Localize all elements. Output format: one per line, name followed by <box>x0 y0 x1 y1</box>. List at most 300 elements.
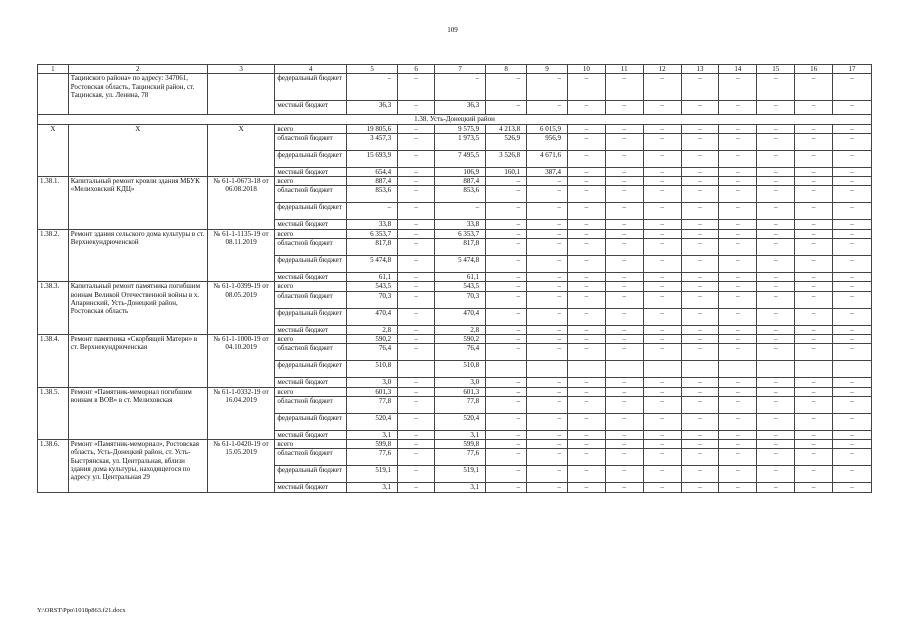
value-cell-c5: 61,1 <box>347 273 398 282</box>
budget-type-cell: всего <box>275 334 347 343</box>
value-cell-c7: 3,1 <box>434 430 485 439</box>
value-cell-c5: 15 693,9 <box>347 150 398 167</box>
value-cell-c8: – <box>486 344 527 361</box>
value-cell-c17: – <box>833 449 872 466</box>
value-cell-c7: 70,3 <box>434 291 485 308</box>
value-cell-c5: 590,2 <box>347 334 398 343</box>
value-cell-c15: – <box>757 440 795 449</box>
value-cell-c8: – <box>486 440 527 449</box>
value-cell-c9: – <box>527 308 568 325</box>
value-cell-c5: 3,1 <box>347 483 398 492</box>
value-cell-c8: – <box>486 273 527 282</box>
value-cell-c11 <box>605 361 643 378</box>
value-cell-c10: – <box>567 466 605 483</box>
value-cell-c7: 7 495,5 <box>434 150 485 167</box>
value-cell-c17: – <box>833 387 872 396</box>
value-cell-c16: – <box>795 133 833 150</box>
value-cell-c9 <box>527 361 568 378</box>
value-cell-c8: – <box>486 256 527 273</box>
value-cell-c5: 77,8 <box>347 396 398 413</box>
value-cell-c7: 510,8 <box>434 361 485 378</box>
value-cell-c8: – <box>486 430 527 439</box>
value-cell-c10: – <box>567 167 605 176</box>
value-cell-c6: – <box>398 396 435 413</box>
value-cell-c17: – <box>833 413 872 430</box>
value-cell-c12: – <box>643 344 681 361</box>
value-cell-c14: – <box>719 291 757 308</box>
value-cell-c13: – <box>681 167 719 176</box>
value-cell-c9: – <box>527 396 568 413</box>
column-number-4: 4 <box>275 65 347 74</box>
value-cell-c16: – <box>795 124 833 133</box>
value-cell-c16: – <box>795 186 833 203</box>
value-cell-c16: – <box>795 466 833 483</box>
value-cell-c6: – <box>398 203 435 220</box>
value-cell-c5: – <box>347 74 398 101</box>
value-cell-c16: – <box>795 308 833 325</box>
value-cell-c10: – <box>567 396 605 413</box>
value-cell-c12: – <box>643 100 681 115</box>
entry-name: Ремонт памятника «Скорбящей Матери» в ст. Верхнекундрюченская <box>68 334 207 387</box>
column-number-6: 6 <box>398 65 435 74</box>
value-cell-c9: – <box>527 344 568 361</box>
footer-file-path: Y:\ORST\Ppo\1018p863.f21.docx <box>37 607 126 614</box>
value-cell-c12: – <box>643 308 681 325</box>
value-cell-c5: 519,1 <box>347 466 398 483</box>
value-cell-c7: 33,8 <box>434 220 485 229</box>
value-cell-c6: – <box>398 273 435 282</box>
value-cell-c8: 3 526,8 <box>486 150 527 167</box>
value-cell-c9: – <box>527 273 568 282</box>
value-cell-c10: – <box>567 308 605 325</box>
budget-type-cell: местный бюджет <box>275 378 347 387</box>
value-cell-c8: 160,1 <box>486 167 527 176</box>
value-cell-c14: – <box>719 466 757 483</box>
value-cell-c15: – <box>757 124 795 133</box>
value-cell-c9: 387,4 <box>527 167 568 176</box>
value-cell-c11: – <box>605 239 643 256</box>
column-number-7: 7 <box>434 65 485 74</box>
value-cell-c16: – <box>795 449 833 466</box>
value-cell-c12: – <box>643 133 681 150</box>
value-cell-c7: 817,8 <box>434 239 485 256</box>
value-cell-c15: – <box>757 291 795 308</box>
column-number-17: 17 <box>833 65 872 74</box>
budget-type-cell: всего <box>275 387 347 396</box>
header-row <box>38 65 872 74</box>
value-cell-c14: – <box>719 325 757 334</box>
value-cell-c8: 4 213,8 <box>486 124 527 133</box>
value-cell-c13: – <box>681 74 719 101</box>
value-cell-c14: – <box>719 167 757 176</box>
value-cell-c14: – <box>719 387 757 396</box>
value-cell-c9: – <box>527 387 568 396</box>
value-cell-c9: – <box>527 177 568 186</box>
column-number-10: 10 <box>567 65 605 74</box>
table-row <box>38 387 872 396</box>
value-cell-c11: – <box>605 430 643 439</box>
value-cell-c17: – <box>833 282 872 291</box>
value-cell-c11: – <box>605 229 643 238</box>
value-cell-c17: – <box>833 220 872 229</box>
value-cell-c7: 887,4 <box>434 177 485 186</box>
budget-type-cell: местный бюджет <box>275 220 347 229</box>
value-cell-c7: 470,4 <box>434 308 485 325</box>
value-cell-c10: – <box>567 133 605 150</box>
value-cell-c15: – <box>757 378 795 387</box>
value-cell-c8: – <box>486 413 527 430</box>
value-cell-c8: – <box>486 100 527 115</box>
value-cell-c15: – <box>757 325 795 334</box>
value-cell-c7: 601,3 <box>434 387 485 396</box>
value-cell-c5: 3 457,3 <box>347 133 398 150</box>
value-cell-c5: 76,4 <box>347 344 398 361</box>
value-cell-c11: – <box>605 291 643 308</box>
value-cell-c13: – <box>681 440 719 449</box>
value-cell-c16: – <box>795 282 833 291</box>
value-cell-c17: – <box>833 167 872 176</box>
value-cell-c15: – <box>757 229 795 238</box>
section-num-cell: Х <box>38 124 69 177</box>
value-cell-c14: – <box>719 256 757 273</box>
value-cell-c6: – <box>398 229 435 238</box>
value-cell-c7: – <box>434 74 485 101</box>
value-cell-c11: – <box>605 308 643 325</box>
value-cell-c9: – <box>527 466 568 483</box>
entry-number: 1.38.4. <box>38 334 69 387</box>
value-cell-c8: – <box>486 308 527 325</box>
value-cell-c16: – <box>795 177 833 186</box>
value-cell-c13: – <box>681 308 719 325</box>
value-cell-c7: 1 973,5 <box>434 133 485 150</box>
value-cell-c15: – <box>757 74 795 101</box>
value-cell-c5: 601,3 <box>347 387 398 396</box>
num-cell <box>38 74 69 115</box>
value-cell-c15: – <box>757 273 795 282</box>
value-cell-c7: – <box>434 203 485 220</box>
value-cell-c9: – <box>527 100 568 115</box>
value-cell-c12: – <box>643 239 681 256</box>
value-cell-c14: – <box>719 100 757 115</box>
budget-type-cell: местный бюджет <box>275 430 347 439</box>
column-number-8: 8 <box>486 65 527 74</box>
value-cell-c5: 2,8 <box>347 325 398 334</box>
value-cell-c16: – <box>795 100 833 115</box>
value-cell-c11: – <box>605 124 643 133</box>
value-cell-c12: – <box>643 449 681 466</box>
value-cell-c6: – <box>398 256 435 273</box>
entry-document: № 61-1-0420-19 от 15.05.2019 <box>207 440 275 493</box>
value-cell-c9: – <box>527 282 568 291</box>
value-cell-c11: – <box>605 186 643 203</box>
section-title-row <box>38 115 872 124</box>
value-cell-c16: – <box>795 396 833 413</box>
value-cell-c7: 77,6 <box>434 449 485 466</box>
value-cell-c16: – <box>795 334 833 343</box>
column-number-11: 11 <box>605 65 643 74</box>
value-cell-c10: – <box>567 449 605 466</box>
value-cell-c9: – <box>527 256 568 273</box>
entry-document: № 61-1-1000-19 от 04.10.2019 <box>207 334 275 387</box>
value-cell-c10: – <box>567 100 605 115</box>
value-cell-c14: – <box>719 220 757 229</box>
value-cell-c17: – <box>833 177 872 186</box>
value-cell-c17: – <box>833 239 872 256</box>
value-cell-c9: – <box>527 291 568 308</box>
value-cell-c7: 519,1 <box>434 466 485 483</box>
value-cell-c6: – <box>398 282 435 291</box>
value-cell-c9: – <box>527 413 568 430</box>
value-cell-c9: – <box>527 203 568 220</box>
entry-number: 1.38.5. <box>38 387 69 440</box>
page-number: 109 <box>447 26 458 34</box>
value-cell-c14: – <box>719 413 757 430</box>
value-cell-c14: – <box>719 282 757 291</box>
budget-type-cell: всего <box>275 229 347 238</box>
value-cell-c15: – <box>757 186 795 203</box>
value-cell-c5: 3,1 <box>347 430 398 439</box>
table-row <box>38 229 872 238</box>
value-cell-c9: 4 671,6 <box>527 150 568 167</box>
value-cell-c13: – <box>681 449 719 466</box>
value-cell-c12: – <box>643 291 681 308</box>
value-cell-c6: – <box>398 378 435 387</box>
value-cell-c12: – <box>643 334 681 343</box>
value-cell-c12: – <box>643 282 681 291</box>
value-cell-c9: – <box>527 378 568 387</box>
value-cell-c14: – <box>719 150 757 167</box>
value-cell-c13: – <box>681 203 719 220</box>
value-cell-c10: – <box>567 229 605 238</box>
value-cell-c5: 543,5 <box>347 282 398 291</box>
value-cell-c5: 19 805,6 <box>347 124 398 133</box>
value-cell-c6: – <box>398 220 435 229</box>
value-cell-c13: – <box>681 344 719 361</box>
value-cell-c12: – <box>643 256 681 273</box>
value-cell-c14: – <box>719 186 757 203</box>
value-cell-c12: – <box>643 378 681 387</box>
value-cell-c11: – <box>605 74 643 101</box>
value-cell-c11: – <box>605 100 643 115</box>
value-cell-c16: – <box>795 239 833 256</box>
value-cell-c15: – <box>757 483 795 492</box>
value-cell-c15: – <box>757 387 795 396</box>
value-cell-c9: – <box>527 220 568 229</box>
value-cell-c9: – <box>527 229 568 238</box>
value-cell-c12: – <box>643 466 681 483</box>
value-cell-c8: – <box>486 186 527 203</box>
value-cell-c9: – <box>527 430 568 439</box>
value-cell-c5: 70,3 <box>347 291 398 308</box>
value-cell-c12: – <box>643 203 681 220</box>
value-cell-c13: – <box>681 133 719 150</box>
value-cell-c12: – <box>643 387 681 396</box>
value-cell-c9: – <box>527 74 568 101</box>
budget-type-cell: всего <box>275 124 347 133</box>
value-cell-c17: – <box>833 466 872 483</box>
table-row <box>38 177 872 186</box>
value-cell-c9: – <box>527 325 568 334</box>
value-cell-c13: – <box>681 334 719 343</box>
value-cell-c9: – <box>527 334 568 343</box>
value-cell-c7: 36,3 <box>434 100 485 115</box>
value-cell-c6 <box>398 361 435 378</box>
value-cell-c9: 956,9 <box>527 133 568 150</box>
value-cell-c6: – <box>398 440 435 449</box>
value-cell-c15: – <box>757 308 795 325</box>
value-cell-c16 <box>795 361 833 378</box>
value-cell-c11: – <box>605 325 643 334</box>
value-cell-c6: – <box>398 133 435 150</box>
budget-type-cell: федеральный бюджет <box>275 413 347 430</box>
value-cell-c13: – <box>681 150 719 167</box>
table-row <box>38 440 872 449</box>
value-cell-c17: – <box>833 100 872 115</box>
column-number-3: 3 <box>207 65 275 74</box>
value-cell-c6: – <box>398 100 435 115</box>
entry-number: 1.38.1. <box>38 177 69 230</box>
value-cell-c14: – <box>719 440 757 449</box>
value-cell-c15: – <box>757 344 795 361</box>
value-cell-c8: – <box>486 220 527 229</box>
value-cell-c13: – <box>681 239 719 256</box>
value-cell-c10: – <box>567 239 605 256</box>
value-cell-c10: – <box>567 413 605 430</box>
value-cell-c15: – <box>757 466 795 483</box>
value-cell-c6: – <box>398 325 435 334</box>
value-cell-c5: 5 474,8 <box>347 256 398 273</box>
value-cell-c11: – <box>605 344 643 361</box>
budget-type-cell: федеральный бюджет <box>275 150 347 167</box>
value-cell-c11: – <box>605 273 643 282</box>
value-cell-c11: – <box>605 177 643 186</box>
value-cell-c13: – <box>681 256 719 273</box>
value-cell-c5: 33,8 <box>347 220 398 229</box>
value-cell-c6: – <box>398 177 435 186</box>
value-cell-c11: – <box>605 440 643 449</box>
value-cell-c12: – <box>643 483 681 492</box>
value-cell-c13: – <box>681 100 719 115</box>
budget-type-cell: областной бюджет <box>275 291 347 308</box>
value-cell-c13: – <box>681 282 719 291</box>
value-cell-c10: – <box>567 344 605 361</box>
value-cell-c11: – <box>605 449 643 466</box>
value-cell-c6: – <box>398 239 435 256</box>
value-cell-c15: – <box>757 430 795 439</box>
value-cell-c10: – <box>567 273 605 282</box>
value-cell-c12: – <box>643 413 681 430</box>
value-cell-c7: 590,2 <box>434 334 485 343</box>
value-cell-c7: 9 575,9 <box>434 124 485 133</box>
value-cell-c6: – <box>398 74 435 101</box>
value-cell-c12: – <box>643 220 681 229</box>
value-cell-c17: – <box>833 273 872 282</box>
value-cell-c11: – <box>605 203 643 220</box>
value-cell-c6: – <box>398 308 435 325</box>
value-cell-c10: – <box>567 220 605 229</box>
value-cell-c10: – <box>567 124 605 133</box>
value-cell-c6: – <box>398 344 435 361</box>
value-cell-c10: – <box>567 177 605 186</box>
value-cell-c5: 887,4 <box>347 177 398 186</box>
value-cell-c5: 510,8 <box>347 361 398 378</box>
value-cell-c9: – <box>527 449 568 466</box>
value-cell-c10: – <box>567 150 605 167</box>
value-cell-c7: 2,8 <box>434 325 485 334</box>
value-cell-c14: – <box>719 177 757 186</box>
value-cell-c17: – <box>833 150 872 167</box>
value-cell-c9: – <box>527 239 568 256</box>
value-cell-c5: 77,6 <box>347 449 398 466</box>
value-cell-c8: – <box>486 334 527 343</box>
value-cell-c10: – <box>567 282 605 291</box>
value-cell-c9: – <box>527 186 568 203</box>
value-cell-c5: – <box>347 203 398 220</box>
value-cell-c17: – <box>833 133 872 150</box>
value-cell-c12: – <box>643 74 681 101</box>
value-cell-c11: – <box>605 150 643 167</box>
value-cell-c12: – <box>643 177 681 186</box>
value-cell-c7: 106,9 <box>434 167 485 176</box>
value-cell-c15: – <box>757 239 795 256</box>
column-number-1: 1 <box>38 65 69 74</box>
value-cell-c16: – <box>795 229 833 238</box>
entry-number: 1.38.2. <box>38 229 69 282</box>
value-cell-c8: – <box>486 177 527 186</box>
value-cell-c11: – <box>605 334 643 343</box>
value-cell-c12 <box>643 361 681 378</box>
value-cell-c11: – <box>605 378 643 387</box>
value-cell-c10: – <box>567 387 605 396</box>
value-cell-c6: – <box>398 334 435 343</box>
value-cell-c10 <box>567 361 605 378</box>
value-cell-c14: – <box>719 449 757 466</box>
value-cell-c6: – <box>398 413 435 430</box>
value-cell-c13: – <box>681 220 719 229</box>
value-cell-c13: – <box>681 273 719 282</box>
value-cell-c14: – <box>719 396 757 413</box>
value-cell-c8: – <box>486 387 527 396</box>
value-cell-c16: – <box>795 220 833 229</box>
entry-document: № 61-1-0673-18 от 06.08.2018 <box>207 177 275 230</box>
value-cell-c16: – <box>795 74 833 101</box>
value-cell-c10: – <box>567 74 605 101</box>
value-cell-c16: – <box>795 167 833 176</box>
value-cell-c10: – <box>567 440 605 449</box>
budget-type-cell: местный бюджет <box>275 483 347 492</box>
value-cell-c6: – <box>398 186 435 203</box>
budget-table <box>37 64 872 493</box>
value-cell-c16: – <box>795 256 833 273</box>
value-cell-c13: – <box>681 378 719 387</box>
budget-type-cell: местный бюджет <box>275 273 347 282</box>
value-cell-c16: – <box>795 273 833 282</box>
value-cell-c8: – <box>486 291 527 308</box>
value-cell-c12: – <box>643 325 681 334</box>
value-cell-c10: – <box>567 334 605 343</box>
column-number-15: 15 <box>757 65 795 74</box>
value-cell-c15: – <box>757 449 795 466</box>
entry-number: 1.38.6. <box>38 440 69 493</box>
budget-type-cell: федеральный бюджет <box>275 361 347 378</box>
value-cell-c14: – <box>719 334 757 343</box>
value-cell-c14: – <box>719 239 757 256</box>
value-cell-c12: – <box>643 150 681 167</box>
value-cell-c6: – <box>398 483 435 492</box>
value-cell-c11: – <box>605 256 643 273</box>
entry-name: Ремонт «Памятник-мемориал», Ростовская область, Усть-Донецкий район, ст. Усть-Быстрянская, ул. Центральная, вблизи здания дома культуры, находящегося по адресу ул. Центральная 29 <box>68 440 207 493</box>
section-title: 1.38. Усть-Донецкий район <box>38 115 872 124</box>
